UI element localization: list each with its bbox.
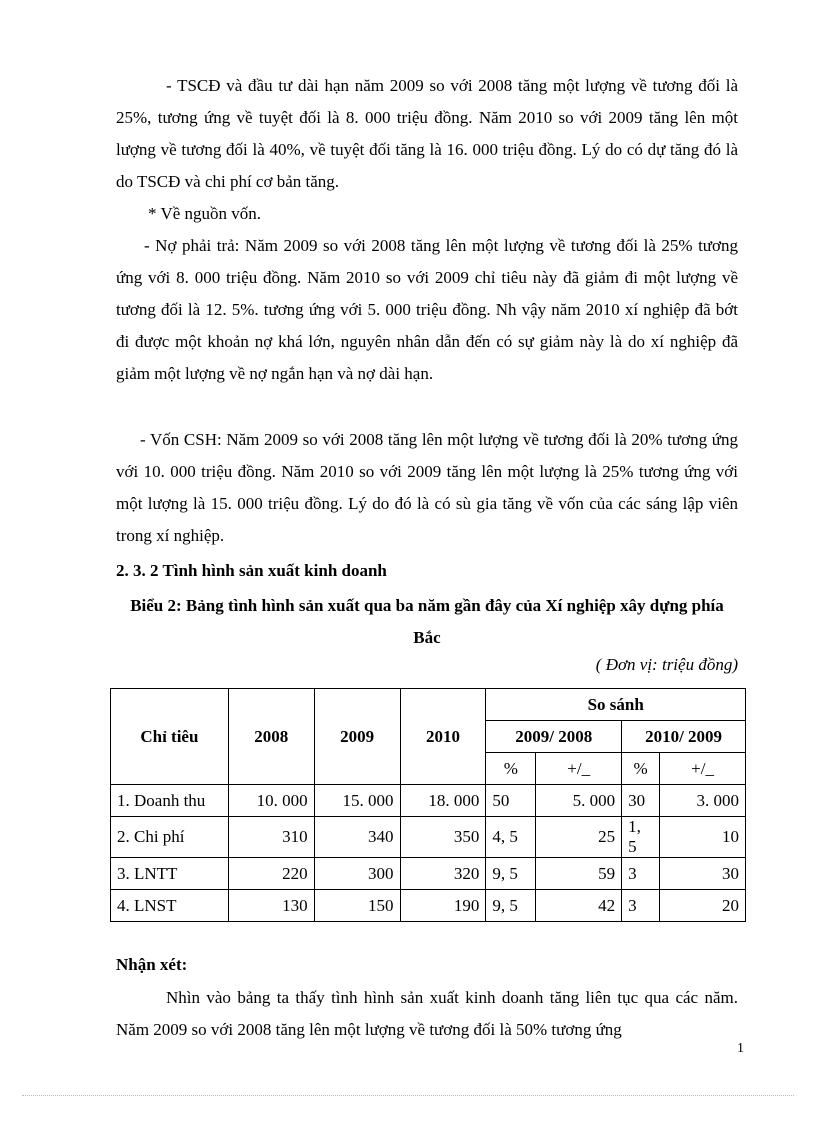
- row-name: 4. LNST: [111, 890, 229, 922]
- production-table: [110, 688, 746, 922]
- cell-pct-b: 1, 5: [622, 817, 660, 858]
- remark-heading: Nhận xét:: [116, 955, 188, 974]
- cell-pct-b: 3: [622, 858, 660, 890]
- paragraph-liabilities: - Nợ phải trả: Năm 2009 so với 2008 tăng lên một lượng về tương đối là 25% tương ứng với 8. 000 triệu đồng. Năm 2010 so với 2009 chỉ tiêu này đã giảm đi một lượng về tương đối là 12. 5%. tương ứng với 5. 000 triệu đồng. Nh vậy năm 2010 xí nghiệp đã bớt đi được một khoản nợ khá lớn, nguyên nhân dẫn đến có sự giảm này là do xí nghiệp đã giảm một lượng về nợ ngắn hạn và nợ dài hạn.: [116, 236, 738, 383]
- unit-note: ( Đơn vị: triệu đồng): [595, 655, 738, 674]
- section-heading: 2. 3. 2 Tình hình sản xuất kinh doanh: [116, 561, 387, 580]
- row-name: 1. Doanh thu: [111, 785, 229, 817]
- cell-2008: 130: [228, 890, 314, 922]
- cell-2009: 340: [314, 817, 400, 858]
- header-diff-a: +/_: [536, 753, 622, 785]
- header-pct-b: %: [622, 753, 660, 785]
- cell-diff-b: 3. 000: [660, 785, 746, 817]
- header-2008: 2008: [228, 689, 314, 785]
- cell-2009: 150: [314, 890, 400, 922]
- table-row: [111, 890, 746, 922]
- paragraph-capital-source-heading: * Về nguồn vốn.: [148, 204, 262, 223]
- cell-2010: 320: [400, 858, 486, 890]
- page-number: 1: [737, 1041, 744, 1056]
- header-2009-2008: 2009/ 2008: [486, 721, 622, 753]
- paragraph-equity: - Vốn CSH: Năm 2009 so với 2008 tăng lên một lượng về tương đối là 20% tương ứng với 10. 000 triệu đồng. Năm 2010 so với 2009 tăng lên một lượng là 25% tương ứng với một lượng là 15. 000 triệu đồng. Lý do đó là có sù gia tăng về vốn của các sáng lập viên trong xí nghiệp.: [116, 430, 738, 545]
- cell-diff-a: 5. 000: [536, 785, 622, 817]
- header-2010: 2010: [400, 689, 486, 785]
- paragraph-tscd: - TSCĐ và đầu tư dài hạn năm 2009 so với 2008 tăng một lượng về tương đối là 25%, tương ứng về tuyệt đối là 8. 000 triệu đồng. Năm 2010 so với 2009 tăng lên một lượng về tương đối là 40%, về tuyệt đối tăng là 16. 000 triệu đồng. Lý do có dự tăng đó là do TSCĐ và chi phí cơ bản tăng.: [116, 76, 738, 191]
- cell-pct-a: 50: [486, 785, 536, 817]
- header-diff-b: +/_: [660, 753, 746, 785]
- cell-pct-a: 9, 5: [486, 858, 536, 890]
- cell-diff-b: 30: [660, 858, 746, 890]
- header-compare: So sánh: [486, 689, 746, 721]
- cell-diff-b: 20: [660, 890, 746, 922]
- cell-diff-a: 42: [536, 890, 622, 922]
- row-name: 3. LNTT: [111, 858, 229, 890]
- cell-2009: 15. 000: [314, 785, 400, 817]
- header-2009: 2009: [314, 689, 400, 785]
- cell-diff-a: 25: [536, 817, 622, 858]
- table-row: [111, 858, 746, 890]
- cell-2009: 300: [314, 858, 400, 890]
- header-2010-2009: 2010/ 2009: [622, 721, 746, 753]
- cell-pct-a: 4, 5: [486, 817, 536, 858]
- remark-paragraph: Nhìn vào bảng ta thấy tình hình sản xuất kinh doanh tăng liên tục qua các năm. Năm 2009 so với 2008 tăng lên một lượng về tương đối là 50% tương ứng: [116, 988, 738, 1039]
- cell-2008: 310: [228, 817, 314, 858]
- cell-2008: 220: [228, 858, 314, 890]
- cell-diff-a: 59: [536, 858, 622, 890]
- cell-2008: 10. 000: [228, 785, 314, 817]
- table-caption: Biểu 2: Bảng tình hình sản xuất qua ba năm gần đây của Xí nghiệp xây dựng phía Bắc: [130, 596, 724, 647]
- cell-pct-a: 9, 5: [486, 890, 536, 922]
- row-name: 2. Chi phí: [111, 817, 229, 858]
- cell-diff-b: 10: [660, 817, 746, 858]
- cell-pct-b: 30: [622, 785, 660, 817]
- cell-pct-b: 3: [622, 890, 660, 922]
- cell-2010: 350: [400, 817, 486, 858]
- cell-2010: 190: [400, 890, 486, 922]
- header-pct-a: %: [486, 753, 536, 785]
- footer-divider: [22, 1095, 794, 1096]
- table-row: [111, 785, 746, 817]
- header-indicator: Chỉ tiêu: [111, 689, 229, 785]
- cell-2010: 18. 000: [400, 785, 486, 817]
- table-row: [111, 817, 746, 858]
